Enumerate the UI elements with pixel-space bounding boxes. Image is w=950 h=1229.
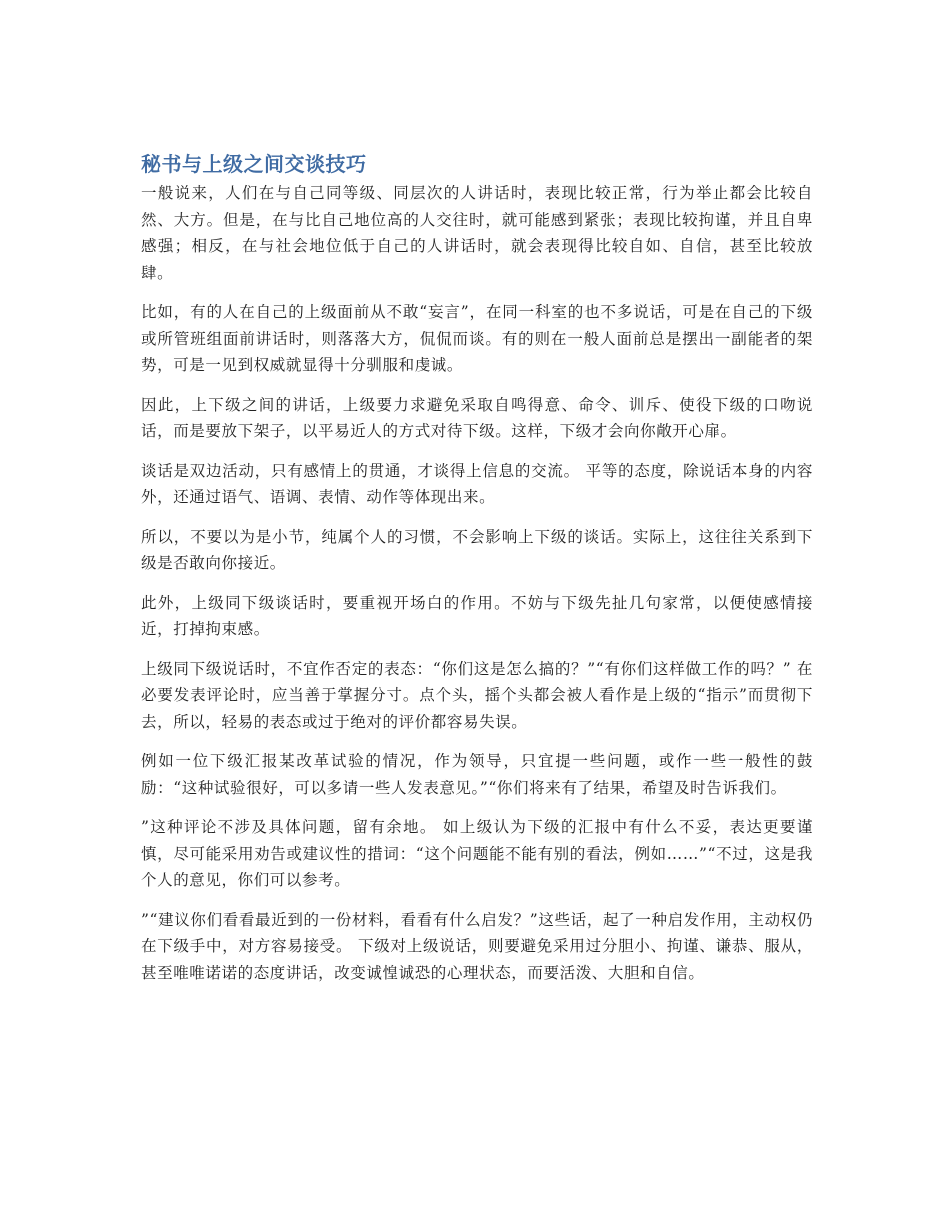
paragraph-10: ”“建议你们看看最近到的一份材料，看看有什么启发？”这些话，起了一种启发作用，主动权仍在下级手中，对方容易接受。 下级对上级说话，则要避免采用过分胆小、拘谨、谦恭、服从，甚至唯唯诺诺的态度讲话，改变诚惶诚恐的心理状态，而要活泼、大胆和自信。: [141, 910, 813, 982]
paragraph-3: 因此，上下级之间的讲话，上级要力求避免采取自鸣得意、命令、训斥、使役下级的口吻说话，而是要放下架子，以平易近人的方式对待下级。这样，下级才会向你敞开心扉。: [141, 395, 813, 440]
paragraph-9: ”这种评论不涉及具体问题，留有余地。 如上级认为下级的汇报中有什么不妥，表达更要谨慎，尽可能采用劝告或建议性的措词：“这个问题能不能有别的看法，例如……”“不过，这是我个人的意见，你们可以参考。: [141, 818, 813, 889]
paragraph-6: 此外，上级同下级谈话时，要重视开场白的作用。不妨与下级先扯几句家常，以便使感情接近，打掉拘束感。: [141, 593, 813, 638]
paragraph-7: 上级同下级说话时，不宜作否定的表态：“你们这是怎么搞的？”“有你们这样做工作的吗？” 在必要发表评论时，应当善于掌握分寸。点个头，摇个头都会被人看作是上级的“指示”而贯彻下去，所以，轻易的表态或过于绝对的评价都容易失误。: [141, 659, 813, 731]
document-page: [141, 150, 813, 999]
paragraph-5: 所以，不要以为是小节，纯属个人的习惯，不会影响上下级的谈话。实际上，这往往关系到下级是否敢向你接近。: [141, 527, 813, 572]
paragraph-4: 谈话是双边活动，只有感情上的贯通，才谈得上信息的交流。 平等的态度，除说话本身的内容外，还通过语气、语调、表情、动作等体现出来。: [141, 461, 813, 506]
document-title: 秘书与上级之间交谈技巧: [141, 152, 367, 176]
paragraph-1: 一般说来，人们在与自己同等级、同层次的人讲话时，表现比较正常，行为举止都会比较自然、大方。但是，在与比自己地位高的人交往时，就可能感到紧张；表现比较拘谨，并且自卑感强；相反，在与社会地位低于自己的人讲话时，就会表现得比较自如、自信，甚至比较放肆。: [141, 184, 813, 282]
paragraph-8: 例如一位下级汇报某改革试验的情况，作为领导，只宜提一些问题，或作一些一般性的鼓励：“这种试验很好，可以多请一些人发表意见。”“你们将来有了结果，希望及时告诉我们。: [141, 752, 813, 797]
paragraph-2: 比如，有的人在自己的上级面前从不敢“妄言”，在同一科室的也不多说话，可是在自己的下级或所管班组面前讲话时，则落落大方，侃侃而谈。有的则在一般人面前总是摆出一副能者的架势，可是一见到权威就显得十分驯服和虔诚。: [141, 303, 813, 374]
